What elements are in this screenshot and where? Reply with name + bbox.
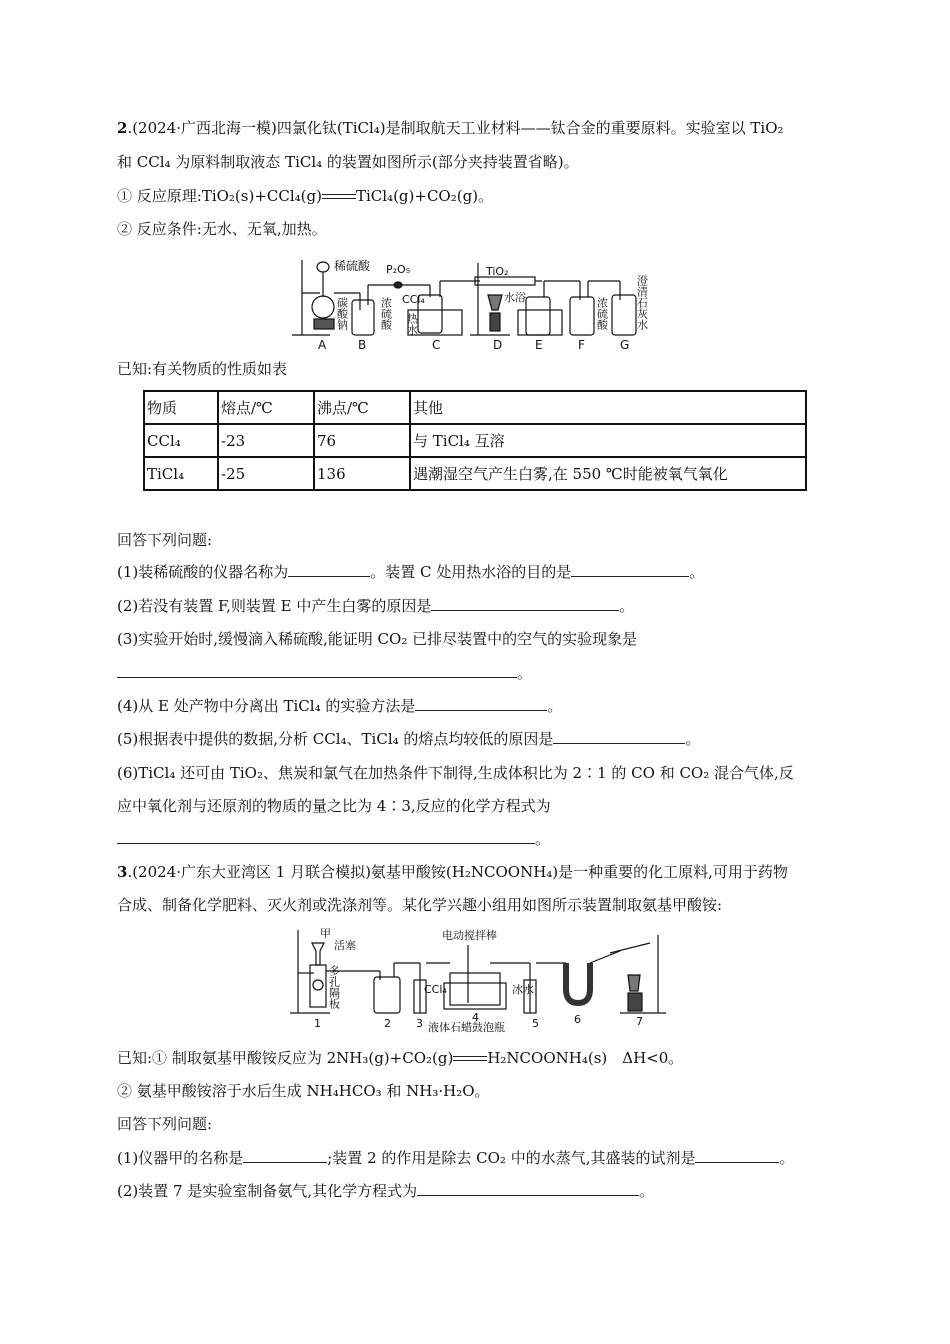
known1-products: H₂NCOONH₄(s) ΔH<0。	[487, 1049, 684, 1067]
q3-sub2-text-a: (2)装置 7 是实验室制备氨气,其化学方程式为	[117, 1182, 418, 1200]
table-header: 沸点/℃	[314, 391, 410, 424]
q2-sub3-answer	[117, 663, 532, 683]
letter-c: C	[432, 338, 441, 352]
q2-sub6-line1: (6)TiCl₄ 还可由 TiO₂、焦炭和氯气在加热条件下制得,生成体积比为 2∶1 的 CO 和 CO₂ 混合气体,反	[117, 764, 794, 782]
table-cell: -25	[218, 457, 314, 490]
q3-sub1	[117, 1148, 795, 1168]
equal-sign-icon	[453, 1054, 487, 1064]
answer-blank[interactable]	[571, 562, 689, 577]
letter-b: B	[358, 338, 367, 352]
q2-sub3-text-b: 。	[517, 664, 533, 682]
letter-d: D	[493, 338, 503, 352]
q2-sub5-text-a: (5)根据表中提供的数据,分析 CCl₄、TiCl₄ 的熔点均较低的原因是	[117, 730, 554, 748]
letter-e: E	[535, 338, 543, 352]
table-cell: 遇潮湿空气产生白雾,在 550 ℃时能被氧气氧化	[410, 457, 806, 490]
answer-blank[interactable]	[417, 1181, 639, 1196]
letter-a: A	[318, 338, 327, 352]
answer-blank[interactable]	[117, 829, 535, 844]
q3-sub2	[117, 1181, 654, 1201]
q2-intro-text1: .(2024·广西北海一模)四氯化钛(TiCl₄)是制取航天工业材料——钛合金的重要原料。实验室以 TiO₂	[127, 119, 784, 137]
label-tio2: TiO₂	[486, 265, 509, 278]
q2-intro-line2: 和 CCl₄ 为原料制取液态 TiCl₄ 的装置如图所示(部分夹持装置省略)。	[117, 153, 579, 171]
table-cell: -23	[218, 424, 314, 457]
q3-intro-line2: 合成、制备化学肥料、灭火剂或洗涤剂等。某化学兴趣小组用如图所示装置制取氨基甲酸铵:	[117, 896, 723, 914]
q2-sub2-text-b: 。	[619, 597, 635, 615]
table-cell: TiCl₄	[144, 457, 218, 490]
letter-f: F	[578, 338, 585, 352]
answer-blank[interactable]	[431, 596, 619, 611]
q2-sub6-line2: 应中氧化剂与还原剂的物质的量之比为 4∶3,反应的化学方程式为	[117, 797, 551, 815]
answer-blank[interactable]	[243, 1148, 327, 1163]
answer-blank[interactable]	[695, 1148, 779, 1163]
num-3: 3	[416, 1017, 423, 1030]
label-carbonate: 碳酸钠	[335, 297, 349, 330]
table-header: 物质	[144, 391, 218, 424]
q2-number: 2	[117, 119, 128, 137]
q3-sub1-text-b: ;装置 2 的作用是除去 CO₂ 中的水蒸气,其盛装的试剂是	[327, 1149, 696, 1167]
equal-sign-icon	[322, 192, 356, 202]
answer-blank[interactable]	[553, 729, 685, 744]
label-conc-acid-f: 浓硫酸	[595, 297, 609, 330]
label-water-bath: 水浴	[504, 291, 526, 304]
q2-sub4	[117, 696, 562, 716]
label-p2o5: P₂O₅	[386, 263, 411, 276]
apparatus-figure-carbamate	[290, 925, 670, 1035]
properties-table	[143, 390, 807, 491]
label-jia: 甲	[320, 927, 331, 940]
q2-sub4-text-b: 。	[547, 697, 563, 715]
answer-blank[interactable]	[415, 696, 547, 711]
table-cell: 与 TiCl₄ 互溶	[410, 424, 806, 457]
label-limewater: 澄清石灰水	[635, 275, 649, 330]
num-4: 4	[472, 1011, 479, 1024]
principle-products: TiCl₄(g)+CO₂(g)。	[355, 187, 494, 205]
q3-sub2-text-b: 。	[639, 1182, 655, 1200]
q2-known: 已知:有关物质的性质如表	[117, 360, 288, 378]
table-cell: 136	[314, 457, 410, 490]
q3-answer-prompt: 回答下列问题:	[117, 1115, 213, 1133]
num-1: 1	[314, 1017, 321, 1030]
label-stirrer: 电动搅拌棒	[442, 929, 497, 942]
q2-sub5-text-b: 。	[685, 730, 701, 748]
table-row	[144, 457, 806, 490]
principle-reactants: ① 反应原理:TiO₂(s)+CCl₄(g)	[117, 187, 322, 205]
q2-sub5	[117, 729, 700, 749]
table-header: 熔点/℃	[218, 391, 314, 424]
q2-sub1-text-c: 。	[689, 563, 705, 581]
q2-sub6-text-c: 。	[535, 830, 551, 848]
q2-sub6-answer	[117, 829, 550, 849]
q3-number: 3	[117, 863, 128, 881]
q2-sub4-text-a: (4)从 E 处产物中分离出 TiCl₄ 的实验方法是	[117, 697, 416, 715]
q3-known1	[117, 1048, 683, 1068]
label-hot-water: 热水	[405, 313, 419, 335]
table-row	[144, 424, 806, 457]
q3-sub1-text-a: (1)仪器甲的名称是	[117, 1149, 244, 1167]
q2-condition: ② 反应条件:无水、无氧,加热。	[117, 220, 327, 238]
label-stopcock: 活塞	[334, 939, 356, 952]
label-porous-plate: 多孔隔板	[327, 965, 341, 1009]
num-7: 7	[636, 1015, 643, 1028]
num-2: 2	[384, 1017, 391, 1030]
answer-blank[interactable]	[288, 562, 370, 577]
num-6: 6	[574, 1013, 581, 1026]
table-header-row	[144, 391, 806, 424]
apparatus-figure-ti	[290, 255, 670, 355]
table-cell: CCl₄	[144, 424, 218, 457]
q3-intro-text1: .(2024·广东大亚湾区 1 月联合模拟)氨基甲酸铵(H₂NCOONH₄)是一种重要的化工原料,可用于药物	[127, 863, 788, 881]
label-ccl4-2: CCl₄	[424, 983, 447, 996]
label-ice-water: 冰水	[512, 983, 534, 996]
q3-known2: ② 氨基甲酸铵溶于水后生成 NH₄HCO₃ 和 NH₃·H₂O。	[117, 1082, 490, 1100]
q2-intro-line1	[117, 118, 784, 138]
table-cell: 76	[314, 424, 410, 457]
label-conc-acid-b: 浓硫酸	[379, 297, 393, 330]
q3-sub1-text-c: 。	[779, 1149, 795, 1167]
q2-sub1-text-a: (1)装稀硫酸的仪器名称为	[117, 563, 289, 581]
q2-sub2	[117, 596, 634, 616]
answer-blank[interactable]	[117, 663, 517, 678]
q3-intro-line1	[117, 862, 788, 882]
known1-reactants: 已知:① 制取氨基甲酸铵反应为 2NH₃(g)+CO₂(g)	[117, 1049, 454, 1067]
label-bubbler: 液体石蜡鼓泡瓶	[428, 1021, 505, 1034]
letter-g: G	[620, 338, 630, 352]
label-dilute-acid: 稀硫酸	[334, 259, 371, 273]
q2-principle	[117, 186, 493, 206]
q2-sub2-text-a: (2)若没有装置 F,则装置 E 中产生白雾的原因是	[117, 597, 432, 615]
q2-sub1-text-b: 。装置 C 处用热水浴的目的是	[370, 563, 572, 581]
q2-sub1	[117, 562, 704, 582]
q2-sub3: (3)实验开始时,缓慢滴入稀硫酸,能证明 CO₂ 已排尽装置中的空气的实验现象是	[117, 630, 638, 648]
label-ccl4: CCl₄	[402, 293, 425, 306]
table-header: 其他	[410, 391, 806, 424]
q2-answer-prompt: 回答下列问题:	[117, 531, 213, 549]
num-5: 5	[532, 1017, 539, 1030]
